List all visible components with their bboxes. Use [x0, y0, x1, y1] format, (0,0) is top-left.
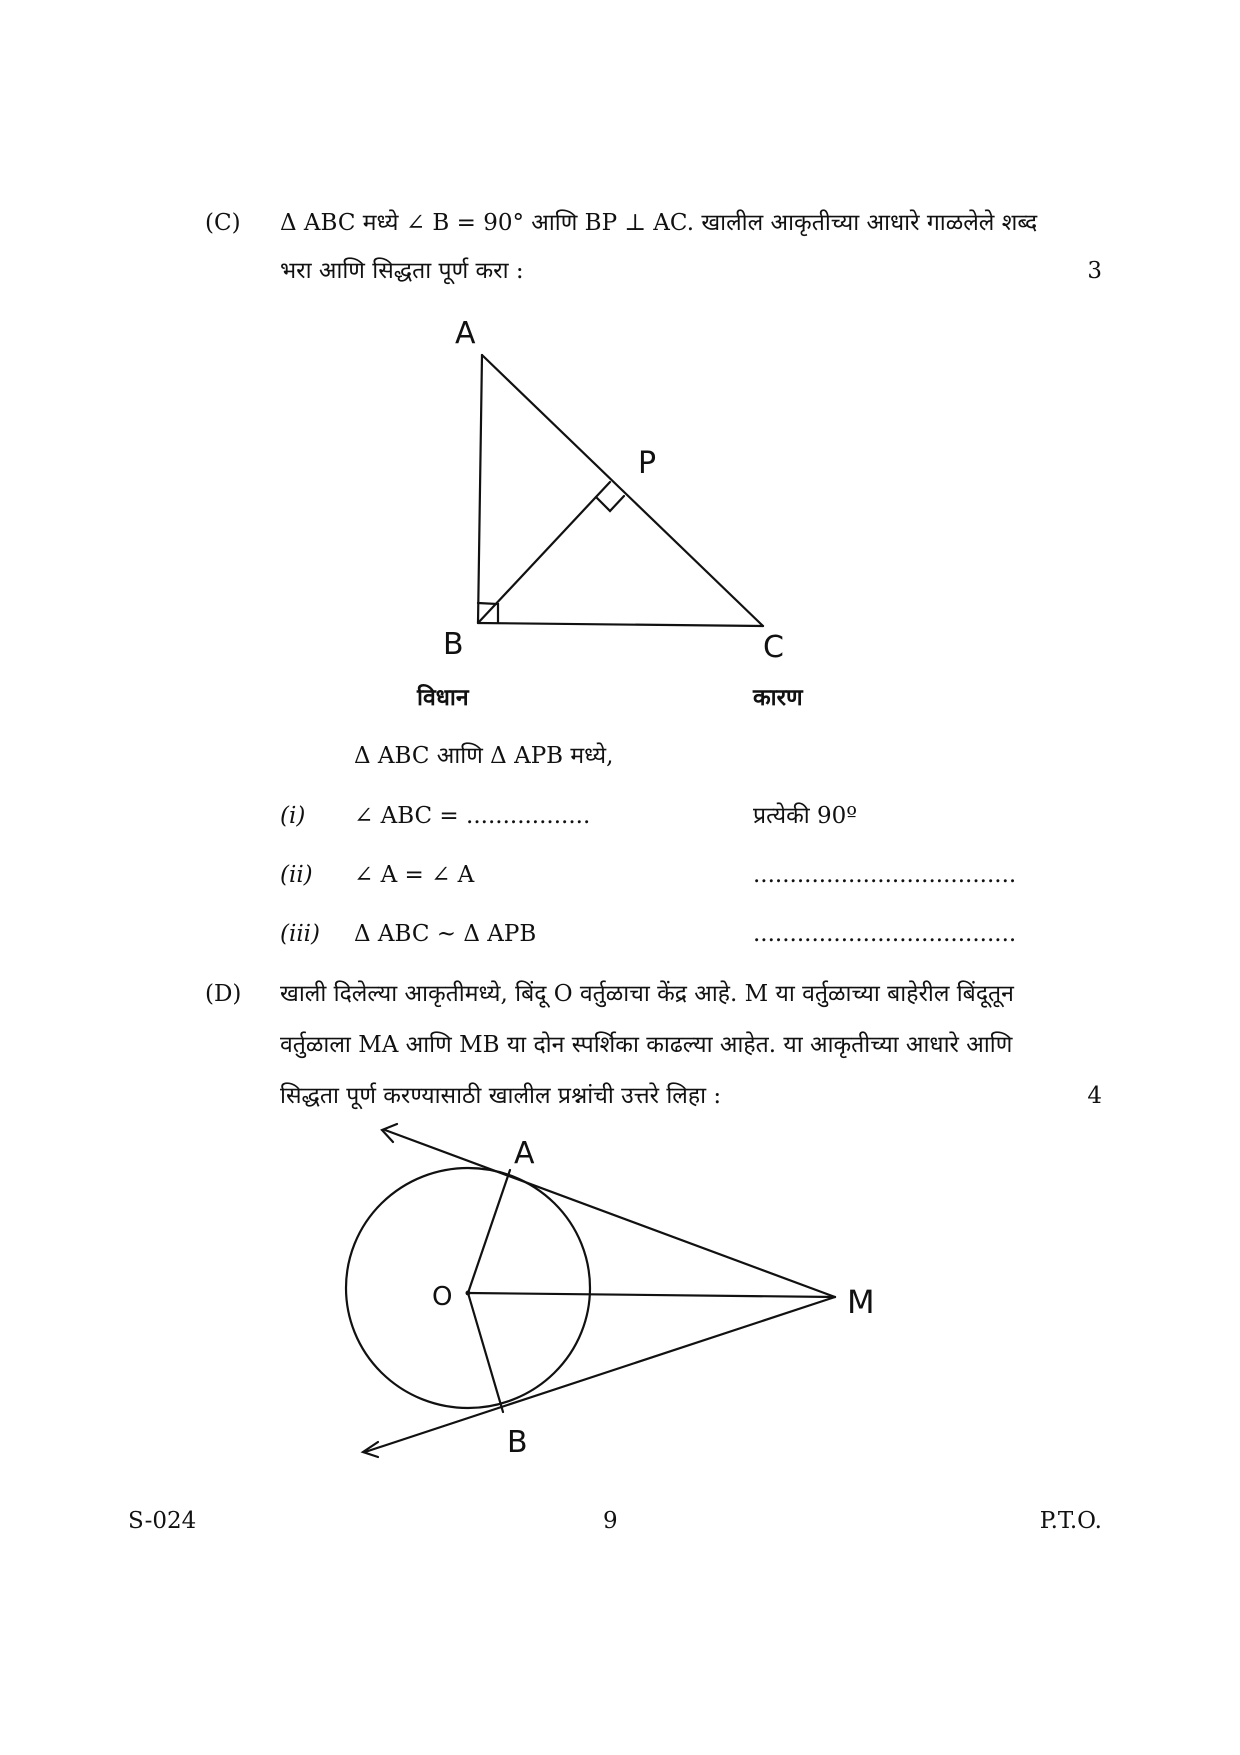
step-1-reason: प्रत्येकी 90º [753, 803, 858, 829]
tangent-ma [385, 1130, 835, 1297]
footer-page-number: 9 [603, 1508, 618, 1534]
question-d-line3: सिद्धता पूर्ण करण्यासाठी खालील प्रश्नांची उत्तरे लिहा : [280, 1083, 722, 1109]
label-o: O [432, 1282, 453, 1312]
radius-oa [468, 1170, 510, 1293]
step-1-statement: ∠ ABC = ................. [354, 803, 591, 829]
label-a-circle: A [514, 1136, 535, 1171]
header-reason: कारण [753, 684, 803, 711]
step-2-reason: .................................... [753, 862, 1017, 888]
footer-code: S-024 [128, 1508, 197, 1534]
label-p: P [638, 446, 657, 481]
circle [346, 1168, 590, 1408]
proof-intro: Δ ABC आणि Δ APB मध्ये, [354, 743, 614, 769]
step-3-statement: Δ ABC ~ Δ APB [354, 921, 537, 947]
step-3-number: (iii) [280, 921, 321, 947]
question-d-line1: खाली दिलेल्या आकृतीमध्ये, बिंदू O वर्तुळाचा केंद्र आहे. M या वर्तुळाच्या बाहेरील बिंदूतून [280, 981, 1014, 1007]
step-3-reason: .................................... [753, 921, 1017, 947]
segment-om [468, 1293, 835, 1297]
question-c-label: (C) [205, 210, 241, 236]
label-b: B [443, 627, 464, 662]
center-point [466, 1291, 471, 1296]
label-a: A [455, 316, 476, 351]
step-2-statement: ∠ A = ∠ A [354, 862, 475, 888]
question-d-label: (D) [205, 981, 242, 1007]
label-b-circle: B [507, 1425, 528, 1460]
question-c-marks: 3 [1087, 258, 1102, 284]
tangent-mb [365, 1297, 835, 1452]
step-2-number: (ii) [280, 862, 313, 888]
question-d-marks: 4 [1087, 1083, 1102, 1109]
question-c-line2: भरा आणि सिद्धता पूर्ण करा : [280, 258, 524, 284]
label-c: C [763, 630, 784, 665]
step-1-number: (i) [280, 803, 306, 829]
footer-pto: P.T.O. [1039, 1508, 1102, 1534]
question-c-line1: Δ ABC मध्ये ∠ B = 90° आणि BP ⊥ AC. खालील आकृतीच्या आधारे गाळलेले शब्द [280, 210, 1038, 236]
label-m: M [847, 1283, 875, 1321]
radius-ob [468, 1293, 503, 1412]
question-d-line2: वर्तुळाला MA आणि MB या दोन स्पर्शिका काढल्या आहेत. या आकृतीच्या आधारे आणि [280, 1032, 1013, 1058]
header-statement: विधान [417, 684, 469, 711]
